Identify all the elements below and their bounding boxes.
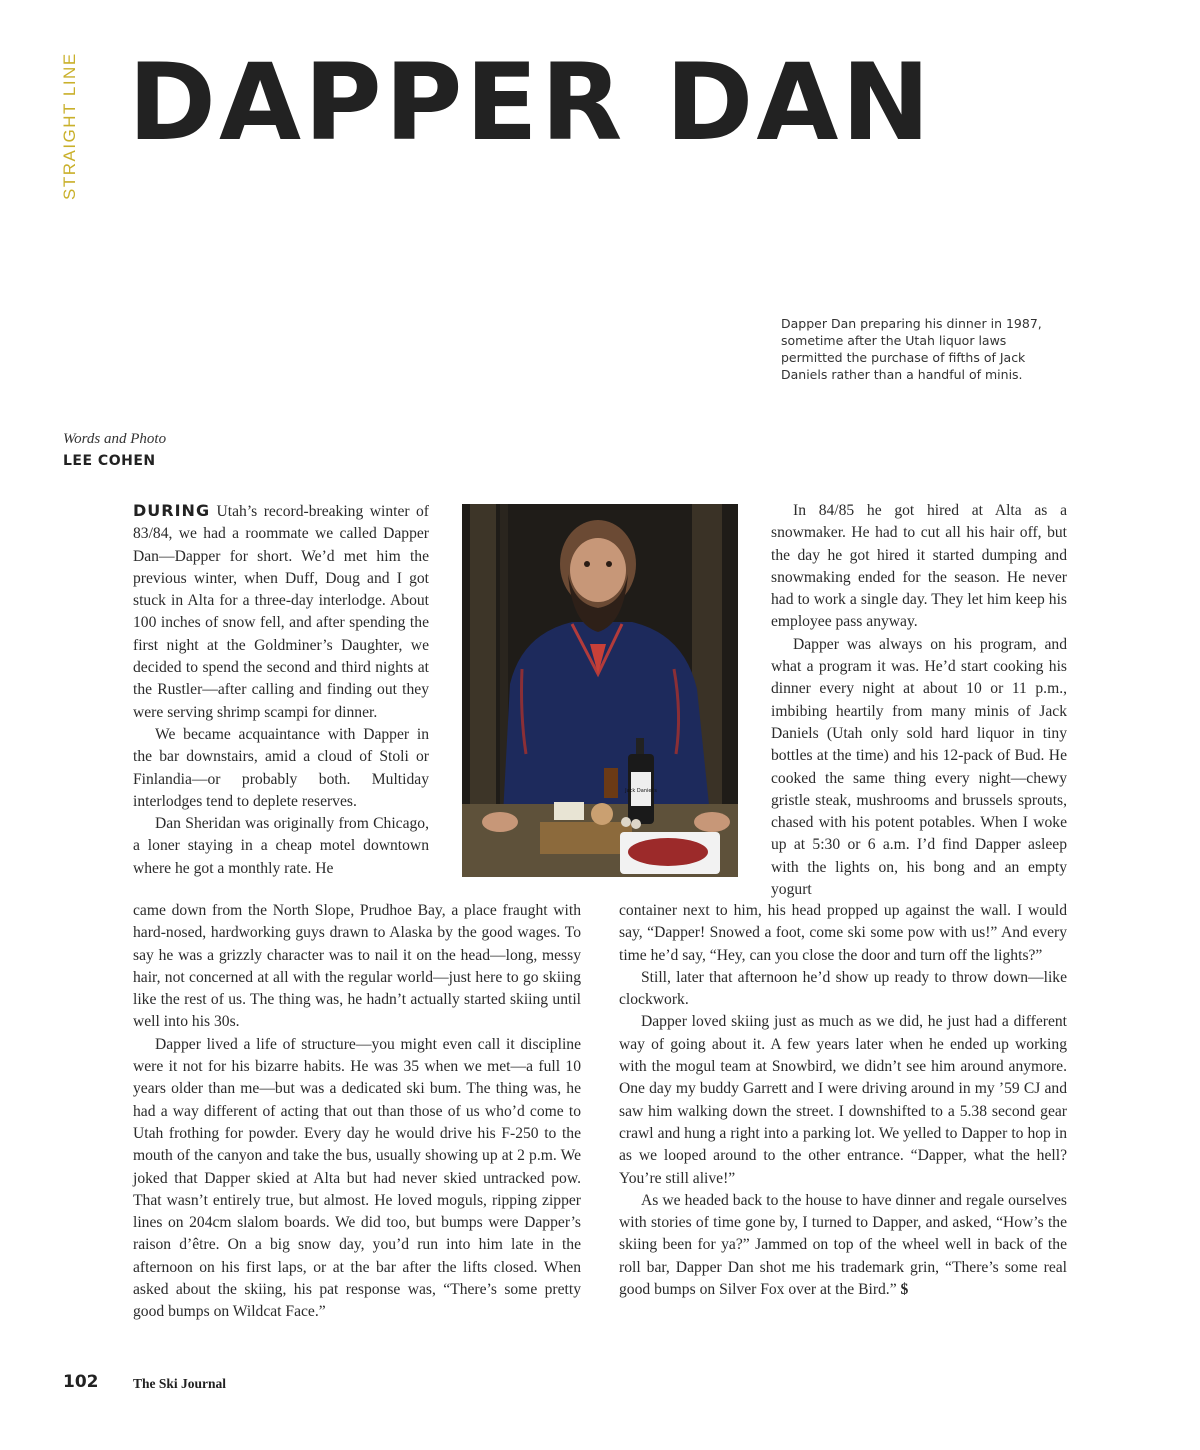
bottle-label: Jack Daniel's <box>625 788 657 794</box>
paragraph-3-end: came down from the North Slope, Prudhoe Bay, a place fraught with hard-nosed, hardworking guys drawn to Alaska by the good wages. To say he was a grizzly character was to nail it on the head—long, messy hair, not concerned at all with the regular world—just here to go skiing like the rest of us. The thing was, he hadn’t actually started skiing until well into his 30s. <box>133 902 581 1031</box>
paragraph-1: DURING Utah’s record-breaking winter of 83/84, we had a roommate we called Dapper Dan—Dapper for short. We’d met him the previous winter, when Duff, Doug and I got stuck in Alta for a three-day interlodge. About 100 inches of snow fell, and after spending the first night at the Goldminer’s Daughter, we decided to spend the second and third nights at the Rustler—after calling and finding out they were serving shrimp scampi for dinner. <box>133 501 429 721</box>
paragraph-8: Dapper loved skiing just as much as we did, he just had a different way of going about it. A few years later when he ended up working with the mogul team at Snowbird, we didn’t see him around anymore. One day my buddy Garrett and I were driving around in my ’59 CJ and saw him walking down the street. I downshifted to a 5.38 second gear crawl and hung a right into a parking lot. We yelled to Dapper to hop in as we looped around to the other entrance. “Dapper, what the hell? You’re still alive!” <box>619 1013 1067 1187</box>
photo-illustration <box>462 504 738 877</box>
paragraph-6-end: container next to him, his head propped up against the wall. I would say, “Dapper! Snowed a foot, come ski some pow with us!” And every time he’d say, “Hey, can you close the door and turn off the lights?” <box>619 902 1067 964</box>
paragraph-7: Still, later that afternoon he’d show up ready to throw down—like clockwork. <box>619 968 1067 1009</box>
page-title: DAPPER DAN <box>128 41 934 164</box>
photo-caption: Dapper Dan preparing his dinner in 1987, sometime after the Utah liquor laws permitted the purchase of fifths of Jack Daniels rather than a handful of minis. <box>781 316 1042 382</box>
magazine-name: The Ski Journal <box>133 1376 227 1391</box>
right-column-lower <box>619 900 1067 1301</box>
paragraph-4: Dapper lived a life of structure—you might even call it discipline were it not for his bizarre habits. He was 35 when we met—a full 10 years older than me—but was a dedicated ski bum. The thing was, he had a way different of acting that out than those of us who’d come to Utah frothing for powder. Every day he would drive his F-250 to the mouth of the canyon and take the bus, usually showing up at 2 p.m. We joked that Dapper skied at Alta but had never skied untracked pow. That wasn’t entirely true, but almost. He loved moguls, ripping zipper lines on 204cm slalom boards. We did too, but bumps were Dapper’s raison d’être. On a big snow day, you’d run into him late in the afternoon on his first laps, or at the bar after the lifts closed. When asked about the skiing, his pat response was, “There’s some pretty good bumps on Wildcat Face.” <box>133 1035 581 1321</box>
paragraph-6-start: Dapper was always on his program, and what a program it was. He’d start cooking his dinner every night at about 10 or 11 p.m., imbibing heartily from many minis of Jack Daniels (Utah only sold hard liquor in tiny bottles at the time) and his 12-pack of Bud. He cooked the same thing every night—chewy gristle steak, mushrooms and brussels sprouts, chased with his potent potables. When I woke up at 5:30 or 6 a.m. I’d find Dapper asleep with the lights on, his bong and an empty yogurt <box>771 635 1067 899</box>
end-mark-icon: $ <box>900 1281 909 1299</box>
paragraph-2: We became acquaintance with Dapper in the bar downstairs, amid a cloud of Stoli or Finlandia—or probably both. Multiday interlodges tend to deplete reserves. <box>133 725 429 810</box>
page-number: 102 <box>63 1372 99 1392</box>
paragraph-5: In 84/85 he got hired at Alta as a snowmaker. He had to cut all his hair off, but the day he got hired it started dumping and snowmaking ended for the season. He never had to work a single day. They let him keep his employee pass anyway. <box>771 502 1067 631</box>
left-column-lower <box>133 900 581 1324</box>
photo-dapper-dan <box>462 504 738 877</box>
credit-label: Words and Photo <box>63 431 167 447</box>
paragraph-9: As we headed back to the house to have dinner and regale ourselves with stories of time gone by, I turned to Dapper, and asked, “How’s the skiing been for ya?” Jammed on top of the wheel well in back of the roll bar, Dapper Dan shot me his trademark grin, “There’s some real good bumps on Silver Fox over at the Bird.” $ <box>619 1191 1067 1299</box>
credit-name: LEE COHEN <box>63 453 156 469</box>
right-column-upper <box>771 500 1067 901</box>
lead-in: DURING <box>133 501 211 520</box>
paragraph-3-start: Dan Sheridan was originally from Chicago, a loner staying in a cheap motel downtown where he got a monthly rate. He <box>133 815 429 877</box>
section-tag: STRAIGHT LINE <box>60 52 79 200</box>
left-column-upper <box>133 500 429 880</box>
